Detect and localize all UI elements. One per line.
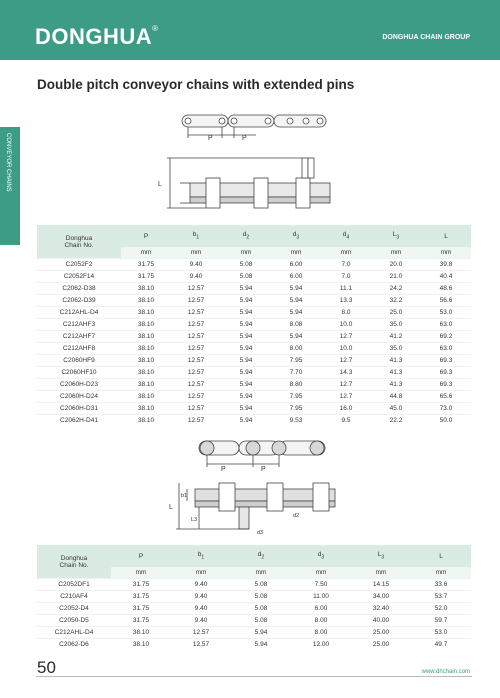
registered-mark: ® xyxy=(152,24,159,33)
value-cell: 12.7 xyxy=(321,379,371,391)
value-cell: 69.3 xyxy=(421,355,471,367)
column-header-symbol: L xyxy=(439,552,443,560)
value-cell: 38.10 xyxy=(121,283,171,295)
value-cell: 9.40 xyxy=(171,271,221,283)
table-row xyxy=(37,355,471,367)
value-cell: 9.40 xyxy=(171,259,221,271)
value-cell: 12.57 xyxy=(171,627,231,639)
value-cell: 35.0 xyxy=(371,343,421,355)
column-header xyxy=(421,225,471,247)
chain-no-cell: C212AHF7 xyxy=(37,331,121,343)
side-tab-label: CONVEYOR CHAINS xyxy=(5,133,11,192)
column-header-symbol: b xyxy=(197,551,202,559)
value-cell: 12.7 xyxy=(321,391,371,403)
value-cell: 7.50 xyxy=(291,579,351,591)
unit-cell: mm xyxy=(221,247,271,259)
value-cell: 5.08 xyxy=(231,579,291,591)
length-label: L xyxy=(158,181,162,188)
value-cell: 31.75 xyxy=(121,271,171,283)
value-cell: 38.10 xyxy=(121,307,171,319)
value-cell: 12.57 xyxy=(171,415,221,427)
chain-no-cell: C2052F2 xyxy=(37,259,121,271)
value-cell: 12.57 xyxy=(171,355,221,367)
value-cell: 24.2 xyxy=(371,283,421,295)
column-header-symbol: d xyxy=(292,231,297,239)
value-cell: 6.00 xyxy=(271,271,321,283)
column-header-symbol: P xyxy=(143,232,149,240)
chain-no-cell: C212AHF8 xyxy=(37,343,121,355)
column-header-subscript: 2 xyxy=(246,234,250,241)
table-row xyxy=(37,307,471,319)
spec-table-1 xyxy=(37,225,471,426)
value-cell: 5.94 xyxy=(271,295,321,307)
column-header-symbol: d xyxy=(317,551,322,559)
table-row xyxy=(37,603,471,615)
table-row xyxy=(37,319,471,331)
column-header-subscript: 1 xyxy=(201,554,205,561)
value-cell: 38.10 xyxy=(121,343,171,355)
table-row xyxy=(37,415,471,427)
value-cell: 9.40 xyxy=(171,591,231,603)
l3-label: L3 xyxy=(191,517,198,523)
column-header xyxy=(371,225,421,247)
value-cell: 31.75 xyxy=(111,579,171,591)
value-cell: 56.6 xyxy=(421,295,471,307)
chain-no-cell: C212AHL-D4 xyxy=(37,307,121,319)
unit-cell: mm xyxy=(231,567,291,579)
value-cell: 10.0 xyxy=(321,343,371,355)
value-cell: 5.08 xyxy=(221,259,271,271)
value-cell: 53.0 xyxy=(411,627,471,639)
value-cell: 38.10 xyxy=(121,319,171,331)
value-cell: 41.3 xyxy=(371,379,421,391)
value-cell: 38.10 xyxy=(121,415,171,427)
column-header-symbol: L xyxy=(392,231,397,239)
column-header xyxy=(221,225,271,247)
value-cell: 7.95 xyxy=(271,403,321,415)
value-cell: 12.57 xyxy=(171,403,221,415)
chain-no-cell: C212AHL-D4 xyxy=(37,627,111,639)
value-cell: 5.94 xyxy=(231,627,291,639)
unit-cell: mm xyxy=(111,567,171,579)
value-cell: 8.0 xyxy=(321,307,371,319)
value-cell: 5.94 xyxy=(271,331,321,343)
value-cell: 49.7 xyxy=(411,639,471,651)
value-cell: 5.08 xyxy=(221,271,271,283)
table-row xyxy=(37,615,471,627)
value-cell: 16.0 xyxy=(321,403,371,415)
pitch-label-b: P xyxy=(242,135,247,142)
column-header-subscript: 4 xyxy=(346,234,350,241)
column-header xyxy=(411,545,471,567)
chain-no-header-line2: Chain No. xyxy=(59,561,89,569)
brand-logo xyxy=(35,24,159,50)
value-cell: 5.94 xyxy=(221,307,271,319)
value-cell: 12.57 xyxy=(171,283,221,295)
value-cell: 41.3 xyxy=(371,367,421,379)
table-row xyxy=(37,627,471,639)
value-cell: 25.00 xyxy=(351,639,411,651)
value-cell: 63.0 xyxy=(421,343,471,355)
value-cell: 7.0 xyxy=(321,271,371,283)
column-header-subscript: 1 xyxy=(196,234,200,241)
unit-cell: mm xyxy=(291,567,351,579)
unit-cell: mm xyxy=(321,247,371,259)
column-header-symbol: d xyxy=(342,231,347,239)
value-cell: 5.94 xyxy=(221,379,271,391)
chain-no-header xyxy=(37,225,121,259)
chain-no-cell: C2062-D38 xyxy=(37,283,121,295)
value-cell: 41.3 xyxy=(371,355,421,367)
unit-cell: mm xyxy=(351,567,411,579)
column-header-subscript: 3 xyxy=(296,234,300,241)
value-cell: 5.94 xyxy=(221,283,271,295)
value-cell: 7.70 xyxy=(271,367,321,379)
table-row xyxy=(37,331,471,343)
value-cell: 9.40 xyxy=(171,579,231,591)
chain-diagram-top xyxy=(150,108,350,223)
table-row xyxy=(37,403,471,415)
table-row xyxy=(37,639,471,651)
value-cell: 53.0 xyxy=(421,307,471,319)
value-cell: 5.94 xyxy=(271,283,321,295)
value-cell: 25.0 xyxy=(371,307,421,319)
value-cell: 52.0 xyxy=(411,603,471,615)
group-name: DONGHUA CHAIN GROUP xyxy=(382,34,470,41)
chain-no-cell: C2060HF9 xyxy=(37,355,121,367)
column-header-symbol: b xyxy=(192,231,197,239)
table-row xyxy=(37,367,471,379)
column-header-symbol: L xyxy=(444,232,448,240)
b1-label: b1 xyxy=(181,493,188,499)
chain-no-cell: C2062H-D41 xyxy=(37,415,121,427)
column-header xyxy=(321,225,371,247)
chain-no-cell: C2060H-D24 xyxy=(37,391,121,403)
chain-no-cell: C2060HF10 xyxy=(37,367,121,379)
column-header xyxy=(231,545,291,567)
value-cell: 32.2 xyxy=(371,295,421,307)
chain-no-cell: C2050-D5 xyxy=(37,615,111,627)
column-header-symbol: d xyxy=(257,551,262,559)
table-row xyxy=(37,295,471,307)
column-header xyxy=(271,225,321,247)
column-header xyxy=(291,545,351,567)
value-cell: 13.3 xyxy=(321,295,371,307)
table-header-row xyxy=(37,545,471,567)
table-header-row xyxy=(37,225,471,247)
value-cell: 5.08 xyxy=(231,615,291,627)
header-band xyxy=(0,0,500,60)
table-row xyxy=(37,579,471,591)
chain-diagram-bottom xyxy=(165,433,345,538)
value-cell: 5.94 xyxy=(221,319,271,331)
unit-cell: mm xyxy=(411,567,471,579)
table-row xyxy=(37,391,471,403)
table-row xyxy=(37,379,471,391)
column-header-subscript: 3 xyxy=(396,234,400,241)
unit-cell: mm xyxy=(371,247,421,259)
value-cell: 8.00 xyxy=(291,627,351,639)
footer-divider xyxy=(36,676,472,677)
value-cell: 8.00 xyxy=(291,615,351,627)
value-cell: 31.75 xyxy=(111,615,171,627)
value-cell: 41.2 xyxy=(371,331,421,343)
value-cell: 9.40 xyxy=(171,615,231,627)
value-cell: 5.94 xyxy=(221,367,271,379)
table-row xyxy=(37,343,471,355)
value-cell: 65.6 xyxy=(421,391,471,403)
value-cell: 12.57 xyxy=(171,367,221,379)
value-cell: 9.5 xyxy=(321,415,371,427)
chain-no-header xyxy=(37,545,111,579)
column-header-subscript: 3 xyxy=(321,554,325,561)
value-cell: 5.08 xyxy=(231,603,291,615)
chain-no-header-line1: Donghua xyxy=(60,554,88,562)
value-cell: 22.2 xyxy=(371,415,421,427)
value-cell: 21.0 xyxy=(371,271,421,283)
table-row xyxy=(37,259,471,271)
unit-cell: mm xyxy=(421,247,471,259)
value-cell: 38.10 xyxy=(121,355,171,367)
value-cell: 5.94 xyxy=(221,391,271,403)
value-cell: 69.3 xyxy=(421,367,471,379)
value-cell: 9.53 xyxy=(271,415,321,427)
value-cell: 69.2 xyxy=(421,331,471,343)
value-cell: 8.08 xyxy=(271,319,321,331)
value-cell: 38.10 xyxy=(121,367,171,379)
value-cell: 38.10 xyxy=(121,391,171,403)
value-cell: 38.10 xyxy=(121,403,171,415)
value-cell: 14.15 xyxy=(351,579,411,591)
value-cell: 12.57 xyxy=(171,379,221,391)
unit-cell: mm xyxy=(171,247,221,259)
table-row xyxy=(37,283,471,295)
value-cell: 31.75 xyxy=(111,591,171,603)
value-cell: 9.40 xyxy=(171,603,231,615)
page-number: 50 xyxy=(37,658,56,677)
value-cell: 5.94 xyxy=(221,415,271,427)
side-tab xyxy=(0,127,20,245)
value-cell: 5.94 xyxy=(231,639,291,651)
value-cell: 5.08 xyxy=(231,591,291,603)
value-cell: 35.0 xyxy=(371,319,421,331)
value-cell: 7.95 xyxy=(271,355,321,367)
value-cell: 12.7 xyxy=(321,331,371,343)
chain-no-cell: C2062-D39 xyxy=(37,295,121,307)
value-cell: 73.0 xyxy=(421,403,471,415)
value-cell: 50.0 xyxy=(421,415,471,427)
unit-cell: mm xyxy=(121,247,171,259)
value-cell: 38.10 xyxy=(111,639,171,651)
table-row xyxy=(37,591,471,603)
value-cell: 8.80 xyxy=(271,379,321,391)
value-cell: 48.6 xyxy=(421,283,471,295)
length-label: L xyxy=(169,504,173,511)
value-cell: 25.00 xyxy=(351,627,411,639)
chain-no-cell: C2060H-D31 xyxy=(37,403,121,415)
value-cell: 8.00 xyxy=(271,343,321,355)
value-cell: 69.3 xyxy=(421,379,471,391)
chain-no-cell: C210AF4 xyxy=(37,591,111,603)
column-header-subscript: 2 xyxy=(261,554,265,561)
value-cell: 53.7 xyxy=(411,591,471,603)
column-header-symbol: d xyxy=(242,231,247,239)
value-cell: 38.10 xyxy=(121,331,171,343)
value-cell: 40.00 xyxy=(351,615,411,627)
value-cell: 45.0 xyxy=(371,403,421,415)
column-header-symbol: P xyxy=(138,552,144,560)
pitch-label-a: P xyxy=(208,135,213,142)
chain-no-cell: C2052-D4 xyxy=(37,603,111,615)
column-header xyxy=(171,545,231,567)
value-cell: 12.57 xyxy=(171,343,221,355)
value-cell: 38.10 xyxy=(121,295,171,307)
value-cell: 38.10 xyxy=(121,379,171,391)
d2-label: d2 xyxy=(293,513,300,519)
value-cell: 5.94 xyxy=(221,331,271,343)
value-cell: 31.75 xyxy=(121,259,171,271)
brand-name: DONGHUA xyxy=(35,24,153,49)
pitch-label-b: P xyxy=(261,466,266,473)
unit-cell: mm xyxy=(171,567,231,579)
value-cell: 5.94 xyxy=(221,295,271,307)
value-cell: 34.00 xyxy=(351,591,411,603)
column-header xyxy=(351,545,411,567)
value-cell: 12.7 xyxy=(321,355,371,367)
chain-no-header-line1: Donghua xyxy=(65,234,93,242)
value-cell: 38.10 xyxy=(111,627,171,639)
page-title: Double pitch conveyor chains with extended pins xyxy=(37,77,355,92)
value-cell: 12.57 xyxy=(171,319,221,331)
value-cell: 12.57 xyxy=(171,391,221,403)
value-cell: 5.94 xyxy=(221,343,271,355)
value-cell: 12.00 xyxy=(291,639,351,651)
value-cell: 40.4 xyxy=(421,271,471,283)
value-cell: 5.94 xyxy=(221,403,271,415)
value-cell: 12.57 xyxy=(171,331,221,343)
column-header xyxy=(171,225,221,247)
value-cell: 6.00 xyxy=(271,259,321,271)
value-cell: 44.8 xyxy=(371,391,421,403)
value-cell: 20.0 xyxy=(371,259,421,271)
value-cell: 6.00 xyxy=(291,603,351,615)
table-row xyxy=(37,271,471,283)
pitch-label-a: P xyxy=(221,466,226,473)
chain-no-header-line2: Chain No. xyxy=(64,241,94,249)
value-cell: 63.0 xyxy=(421,319,471,331)
value-cell: 5.94 xyxy=(271,307,321,319)
d3-label: d3 xyxy=(257,530,264,536)
value-cell: 12.57 xyxy=(171,307,221,319)
chain-no-cell: C2052DF1 xyxy=(37,579,111,591)
value-cell: 10.0 xyxy=(321,319,371,331)
column-header-subscript: 3 xyxy=(381,554,385,561)
value-cell: 5.94 xyxy=(221,355,271,367)
value-cell: 31.75 xyxy=(111,603,171,615)
column-header xyxy=(121,225,171,247)
column-header xyxy=(111,545,171,567)
chain-no-cell: C2052F14 xyxy=(37,271,121,283)
value-cell: 39.8 xyxy=(421,259,471,271)
value-cell: 12.57 xyxy=(171,639,231,651)
value-cell: 7.95 xyxy=(271,391,321,403)
value-cell: 33.6 xyxy=(411,579,471,591)
value-cell: 32.40 xyxy=(351,603,411,615)
spec-table-2 xyxy=(37,545,471,650)
value-cell: 7.0 xyxy=(321,259,371,271)
value-cell: 14.3 xyxy=(321,367,371,379)
chain-no-cell: C212AHF3 xyxy=(37,319,121,331)
chain-no-cell: C2060H-D23 xyxy=(37,379,121,391)
footer-url: www.dhchain.com xyxy=(421,669,470,675)
value-cell: 12.57 xyxy=(171,295,221,307)
column-header-symbol: L xyxy=(377,551,382,559)
unit-cell: mm xyxy=(271,247,321,259)
value-cell: 11.00 xyxy=(291,591,351,603)
chain-no-cell: C2062-D6 xyxy=(37,639,111,651)
value-cell: 11.1 xyxy=(321,283,371,295)
value-cell: 59.7 xyxy=(411,615,471,627)
